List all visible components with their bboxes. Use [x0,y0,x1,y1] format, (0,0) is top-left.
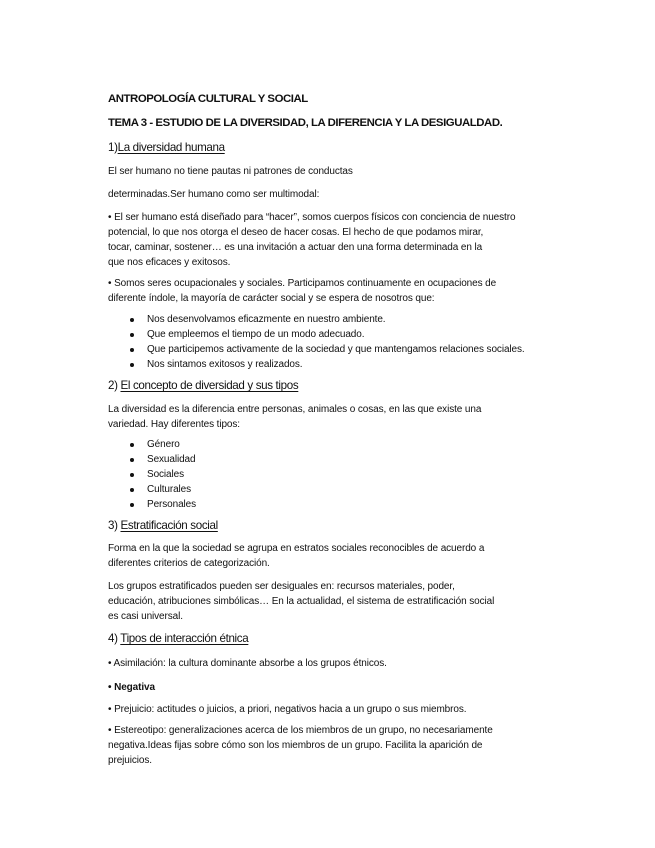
bullet-dot [130,488,134,492]
bullet-dot [130,473,134,477]
paragraph-line: diferente índole, la mayoría de carácter social y se espera de nosotros que: [108,293,435,304]
document-subtitle: TEMA 3 - ESTUDIO DE LA DIVERSIDAD, LA DIFERENCIA Y LA DESIGUALDAD. [108,117,503,129]
paragraph-line: Forma en la que la sociedad se agrupa en estratos sociales reconocibles de acuerdo a [108,543,485,554]
section-2-number: 2) [108,379,118,392]
document-title: ANTROPOLOGÍA CULTURAL Y SOCIAL [108,93,308,105]
paragraph-line: • El ser humano está diseñado para “hacer”, somos cuerpos físicos con conciencia de nuestro [108,212,516,223]
bullet-dot [130,333,134,337]
paragraph-line: • Estereotipo: generalizaciones acerca de los miembros de un grupo, no necesariamente [108,725,493,736]
bullet-dot [130,318,134,322]
section-3-number: 3) [108,519,118,532]
section-1-title: La diversidad humana [117,141,225,154]
list-item: Nos sintamos exitosos y realizados. [147,359,303,370]
negativa-label: • Negativa [108,682,155,693]
paragraph-line: • Somos seres ocupacionales y sociales. Participamos continuamente en ocupaciones de [108,278,497,289]
paragraph-line: Los grupos estratificados pueden ser desiguales en: recursos materiales, poder, [108,581,455,592]
paragraph-line: es casi universal. [108,611,183,622]
bullet-dot [130,443,134,447]
paragraph-line: variedad. Hay diferentes tipos: [108,419,240,430]
paragraph-line: • Prejuicio: actitudes o juicios, a priori, negativos hacia a un grupo o sus miembros. [108,704,467,715]
section-2-heading [108,379,298,392]
paragraph-line: tocar, caminar, sostener… es una invitación a actuar den una forma determinada en la [108,242,483,253]
paragraph-line: educación, atribuciones simbólicas… En la actualidad, el sistema de estratificación social [108,596,495,607]
bullet-dot [130,363,134,367]
section-4-number: 4) [108,632,118,645]
paragraph-line: diferentes criterios de categorización. [108,558,270,569]
section-1-number: 1) [108,141,118,154]
paragraph-line: • Asimilación: la cultura dominante absorbe a los grupos étnicos. [108,658,387,669]
paragraph-line: determinadas.Ser humano como ser multimodal: [108,189,320,200]
paragraph-line: potencial, lo que nos otorga el deseo de hacer cosas. El hecho de que podamos mirar, [108,227,484,238]
list-item: Sociales [147,469,184,480]
list-item: Género [147,439,180,450]
bullet-dot [130,458,134,462]
paragraph-line: negativa.Ideas fijas sobre cómo son los miembros de un grupo. Facilita la aparición de [108,740,483,751]
list-item: Que participemos activamente de la sociedad y que mantengamos relaciones sociales. [147,344,525,355]
list-item: Que empleemos el tiempo de un modo adecuado. [147,329,365,340]
paragraph-line: prejuicios. [108,755,152,766]
paragraph-line: La diversidad es la diferencia entre personas, animales o cosas, en las que existe una [108,404,482,415]
bullet-dot [130,503,134,507]
bullet-dot [130,348,134,352]
section-3-title: Estratificación social [120,519,218,532]
paragraph-line: que nos eficaces y exitosos. [108,257,231,268]
section-1-heading [108,141,225,154]
list-item: Sexualidad [147,454,196,465]
paragraph-line: El ser humano no tiene pautas ni patrones de conductas [108,166,353,177]
section-3-heading [108,519,218,532]
section-4-heading [108,632,248,645]
list-item: Nos desenvolvamos eficazmente en nuestro ambiente. [147,314,386,325]
list-item: Personales [147,499,197,510]
list-item: Culturales [147,484,192,495]
section-2-title: El concepto de diversidad y sus tipos [120,379,299,392]
section-4-title: Tipos de interacción étnica [120,632,249,645]
